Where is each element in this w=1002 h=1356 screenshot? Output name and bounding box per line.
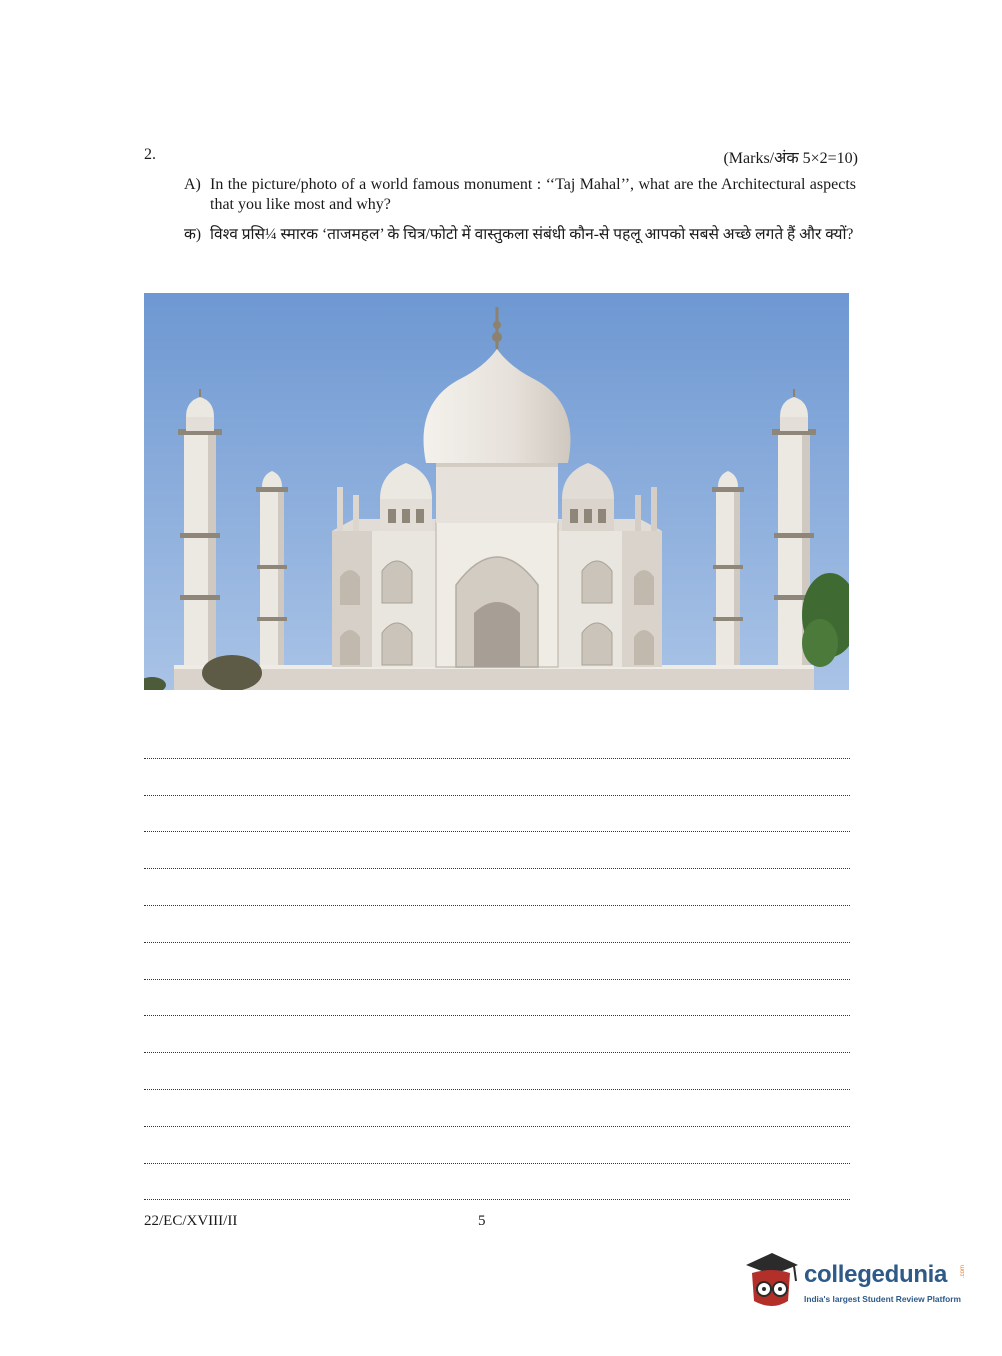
- answer-line[interactable]: [144, 906, 850, 943]
- question-hindi-label: क): [184, 226, 202, 243]
- question-english-text: In the picture/photo of a world famous monument : ‘‘Taj Mahal’’, what are the Architectural aspects that you like most and why?: [210, 176, 856, 213]
- answer-line[interactable]: [144, 832, 850, 869]
- answer-line[interactable]: [144, 796, 850, 833]
- page-number: 5: [478, 1213, 486, 1229]
- question-hindi: [184, 221, 856, 249]
- answer-line[interactable]: [144, 869, 850, 906]
- marks-label: (Marks/अंक 5×2=10): [723, 150, 858, 167]
- question-number: 2.: [144, 146, 156, 163]
- answer-lines[interactable]: [144, 722, 850, 1200]
- answer-line[interactable]: [144, 1164, 850, 1201]
- answer-line[interactable]: [144, 1016, 850, 1053]
- answer-line[interactable]: [144, 943, 850, 980]
- mascot-icon: [742, 1249, 802, 1311]
- logo-brand: collegedunia: [804, 1261, 948, 1288]
- logo-tagline: India's largest Student Review Platform: [804, 1294, 961, 1304]
- question-english: [184, 175, 856, 215]
- logo-suffix: .com: [960, 1265, 966, 1279]
- answer-line[interactable]: [144, 759, 850, 796]
- question-english-label: A): [184, 176, 201, 193]
- taj-mahal-photo: [144, 293, 849, 690]
- answer-line[interactable]: [144, 1053, 850, 1090]
- paper-code: 22/EC/XVIII/II: [144, 1213, 238, 1229]
- answer-line[interactable]: [144, 980, 850, 1017]
- answer-line[interactable]: [144, 1090, 850, 1127]
- answer-line[interactable]: [144, 722, 850, 759]
- question-hindi-text: विश्व प्रसि¼ स्मारक ‘ताजमहल’ के चित्र/फोटो में वास्तुकला संबंधी कौन-से पहलू आपको सबसे अच्छे लगते हैं और क्यों?: [210, 226, 854, 243]
- collegedunia-logo: [742, 1247, 972, 1313]
- answer-line[interactable]: [144, 1127, 850, 1164]
